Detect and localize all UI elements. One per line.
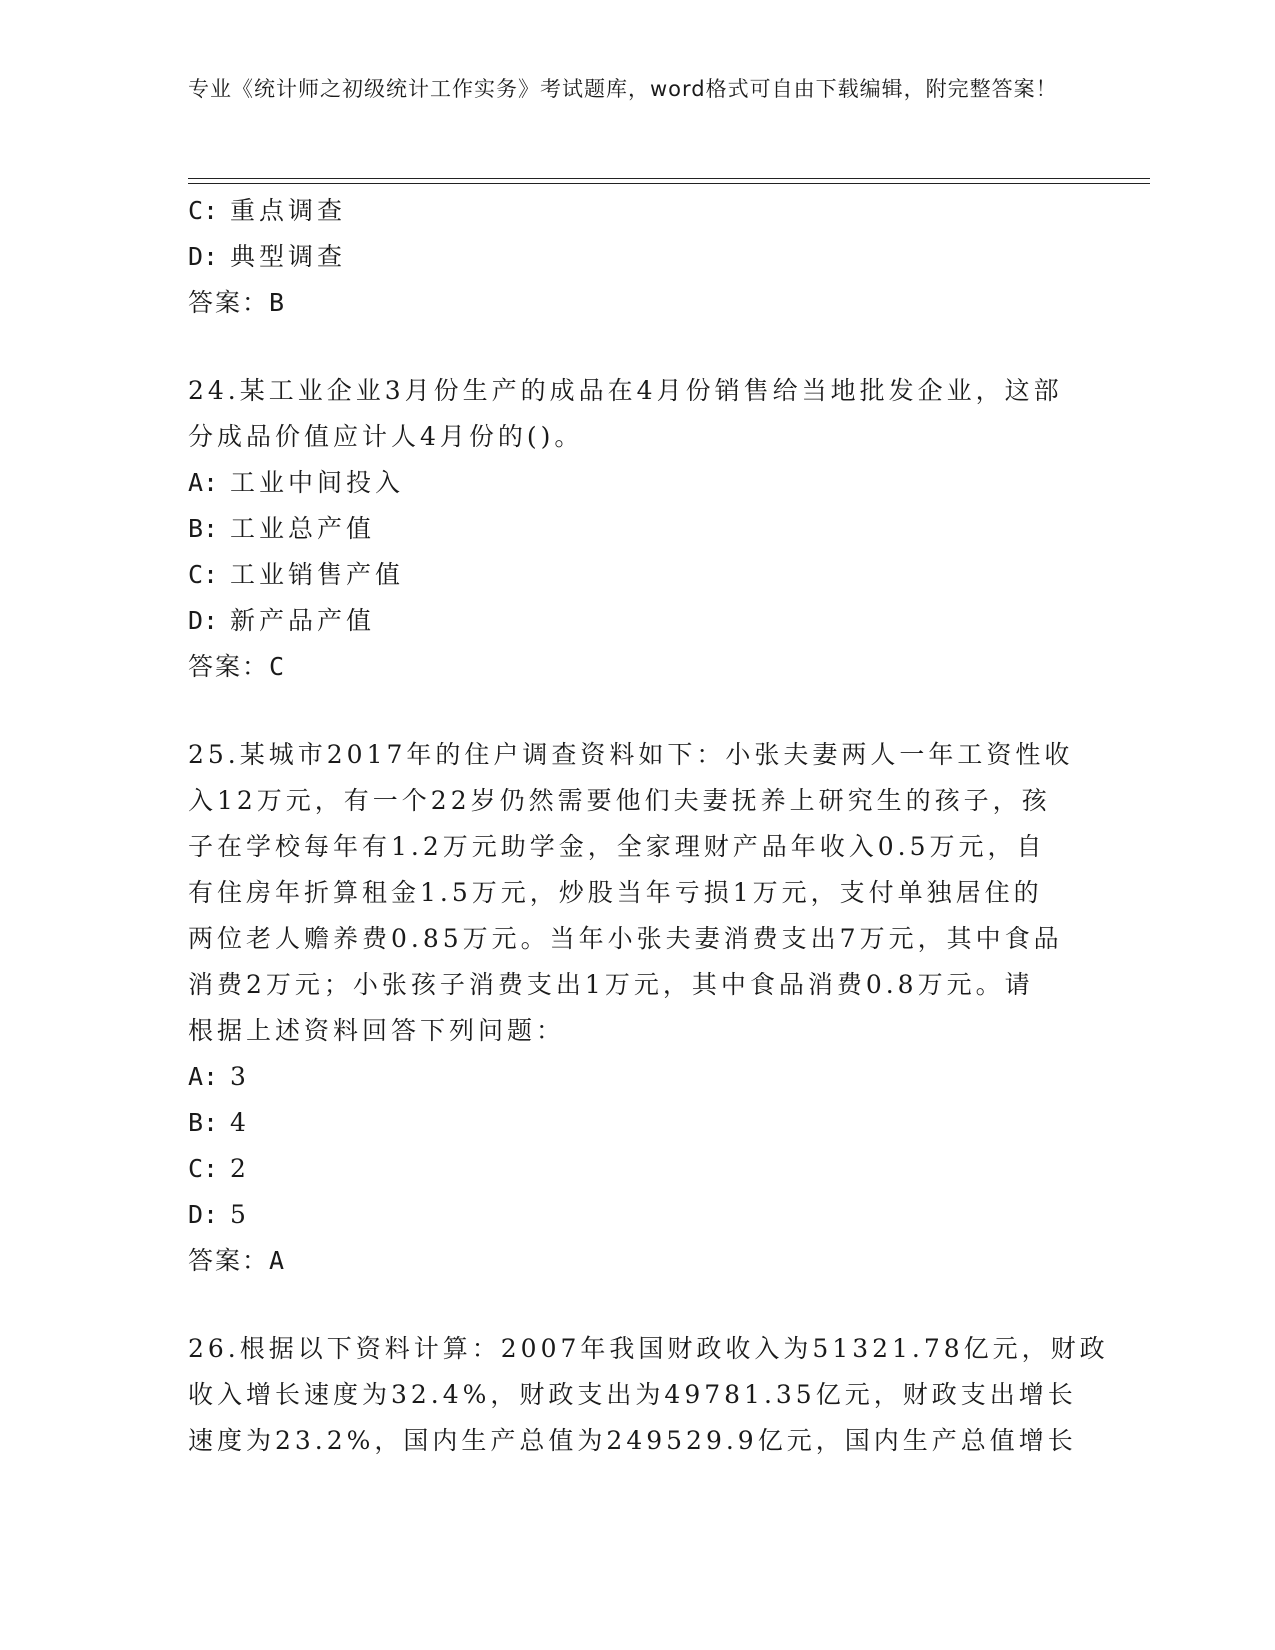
question-text-line: 消费2万元；小张孩子消费支出1万元，其中食品消费0.8万元。请 — [188, 970, 1034, 999]
question-text-line: 分成品价值应计人4月份的()。 — [188, 422, 584, 451]
answer — [188, 1238, 1068, 1284]
question-text-line: 25.某城市2017年的住户调查资料如下：小张夫妻两人一年工资性收 — [188, 740, 1074, 769]
question-24 — [188, 368, 1068, 690]
question-text-line: 24.某工业企业3月份生产的成品在4月份销售给当地批发企业，这部 — [188, 376, 1063, 405]
spacer — [188, 1284, 1068, 1326]
option-text: 4 — [230, 1108, 250, 1137]
option-label: A: — [188, 468, 219, 497]
option-c — [188, 188, 1068, 234]
spacer — [188, 326, 1068, 368]
option-d — [188, 1192, 1068, 1238]
option-label: D: — [188, 242, 219, 271]
question-text-line: 收入增长速度为32.4%，财政支出为49781.35亿元，财政支出增长 — [188, 1380, 1077, 1409]
option-text: 工业总产值 — [230, 514, 376, 543]
option-text: 3 — [230, 1062, 250, 1091]
answer — [188, 644, 1068, 690]
spacer — [188, 690, 1068, 732]
option-text: 工业中间投入 — [230, 468, 405, 497]
question-text-line: 两位老人赡养费0.85万元。当年小张夫妻消费支出7万元，其中食品 — [188, 924, 1063, 953]
option-b — [188, 506, 1068, 552]
option-d — [188, 598, 1068, 644]
option-label: D: — [188, 1200, 219, 1229]
option-d — [188, 234, 1068, 280]
option-text: 新产品产值 — [230, 606, 376, 635]
header-rule-top — [188, 178, 1150, 179]
option-label: C: — [188, 196, 219, 225]
option-label: B: — [188, 1108, 219, 1137]
question-26 — [188, 1326, 1109, 1464]
header-rule-bottom — [188, 183, 1150, 184]
question-text-line: 根据上述资料回答下列问题： — [188, 1016, 566, 1045]
answer — [188, 280, 1068, 326]
answer-value: A — [269, 1246, 287, 1275]
option-text: 重点调查 — [230, 196, 347, 225]
answer-value: C — [269, 652, 287, 681]
question-text-line: 速度为23.2%，国内生产总值为249529.9亿元，国内生产总值增长 — [188, 1426, 1077, 1455]
question-text-line: 子在学校每年有1.2万元助学金，全家理财产品年收入0.5万元，自 — [188, 832, 1046, 861]
option-label: C: — [188, 560, 219, 589]
option-a — [188, 1054, 1068, 1100]
option-c — [188, 552, 1068, 598]
answer-label: 答案： — [188, 288, 270, 317]
option-text: 工业销售产值 — [230, 560, 405, 589]
question-text-line: 有住房年折算租金1.5万元，炒股当年亏损1万元，支付单独居住的 — [188, 878, 1043, 907]
answer-value: B — [269, 288, 287, 317]
option-text: 典型调查 — [230, 242, 347, 271]
option-b — [188, 1100, 1068, 1146]
option-c — [188, 1146, 1068, 1192]
option-label: D: — [188, 606, 219, 635]
answer-label: 答案： — [188, 1246, 270, 1275]
question-text-line: 入12万元，有一个22岁仍然需要他们夫妻抚养上研究生的孩子，孩 — [188, 786, 1051, 815]
question-text-line: 26.根据以下资料计算：2007年我国财政收入为51321.78亿元，财政 — [188, 1334, 1109, 1363]
option-a — [188, 460, 1068, 506]
option-text: 5 — [230, 1200, 250, 1229]
document-body — [188, 188, 1109, 1464]
answer-label: 答案： — [188, 652, 270, 681]
question-23-continued — [188, 188, 1068, 326]
option-label: C: — [188, 1154, 219, 1183]
document-header: 专业《统计师之初级统计工作实务》考试题库，word格式可自由下载编辑，附完整答案！ — [188, 77, 1058, 101]
option-label: B: — [188, 514, 219, 543]
option-label: A: — [188, 1062, 219, 1091]
question-25 — [188, 732, 1074, 1284]
option-text: 2 — [230, 1154, 250, 1183]
